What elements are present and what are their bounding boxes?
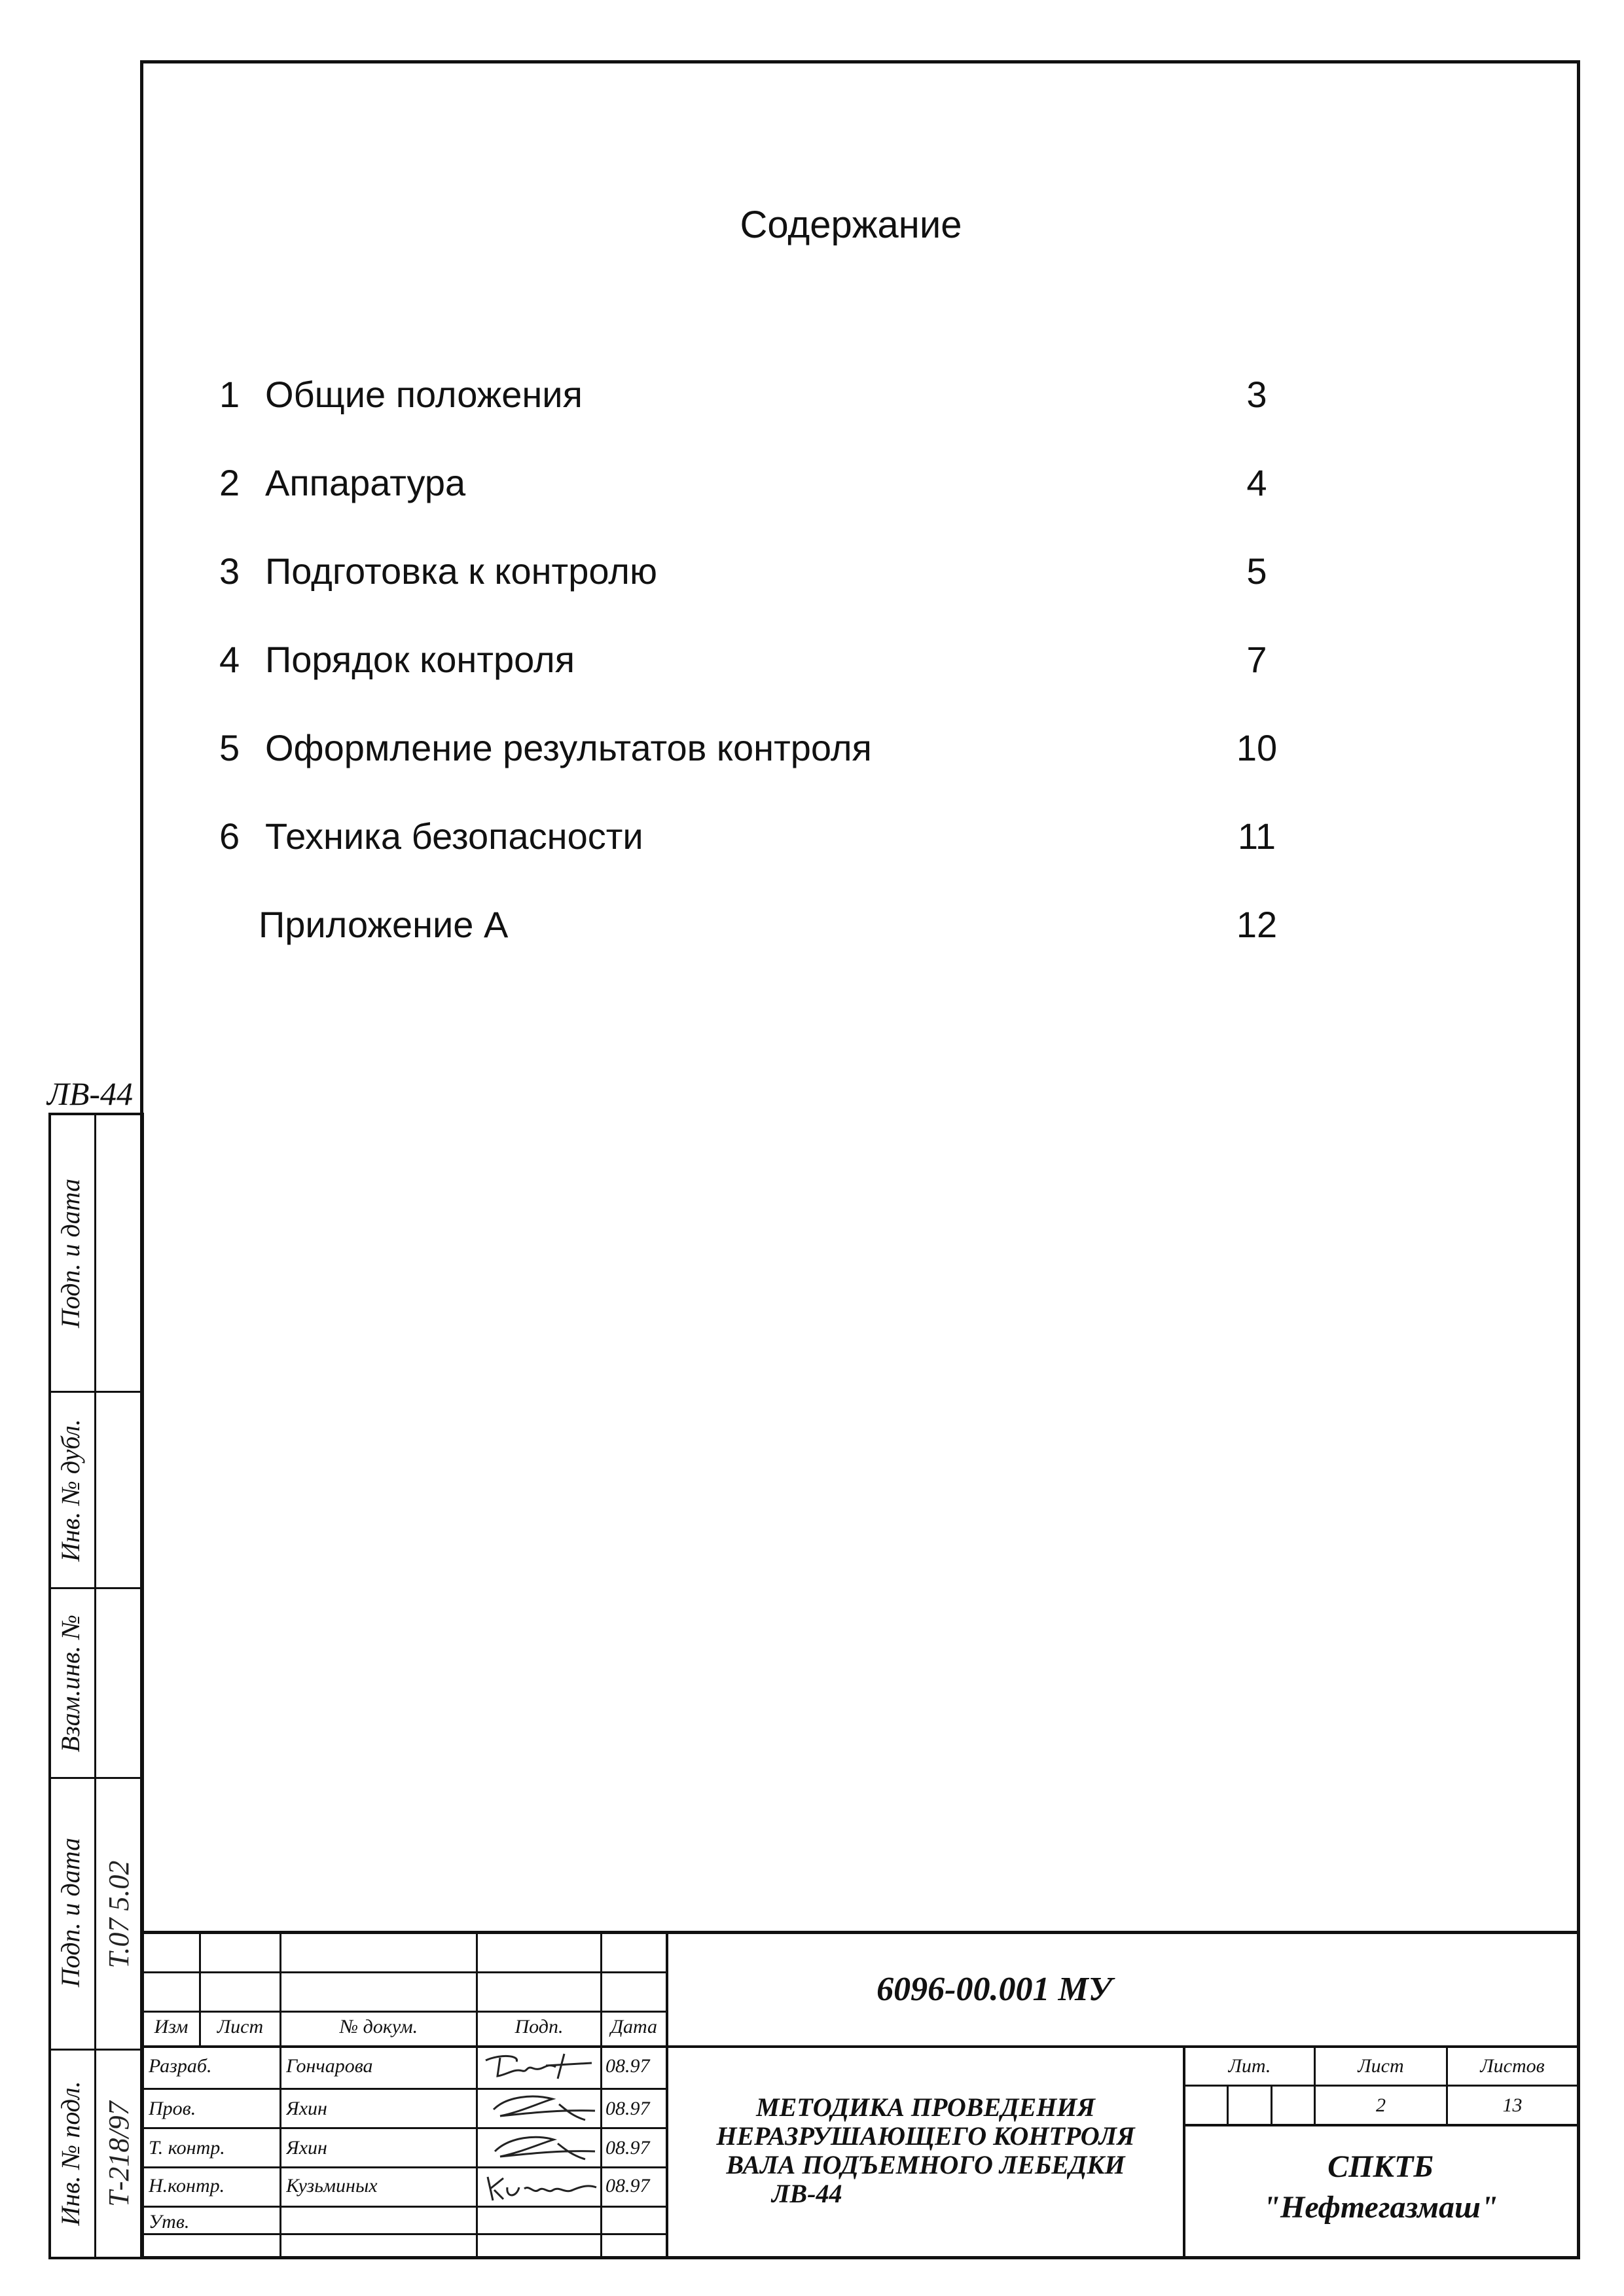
toc-item-page: 4: [1246, 462, 1267, 503]
signature-prov: [480, 2090, 598, 2126]
header-doc-no: № докум.: [339, 2016, 418, 2037]
toc-item-text: Общие положения: [265, 374, 583, 415]
role-date: 08.97: [605, 2098, 650, 2119]
sheet-label: Лист: [1358, 2055, 1404, 2077]
toc-item: [219, 815, 1299, 867]
role-name: Гончарова: [286, 2055, 373, 2077]
role-label: Пров.: [149, 2098, 196, 2119]
stamp-label-vzam-inv: Взам.инв. №: [56, 1614, 85, 1753]
toc-item-number: 1: [219, 374, 240, 415]
toc-item-text: Приложение А: [259, 904, 509, 945]
role-label: Утв.: [149, 2211, 190, 2233]
toc-item-text: Оформление результатов контроля: [265, 727, 872, 768]
left-margin-stamp: [48, 1113, 143, 2259]
organization-line: СПКТБ: [1327, 2149, 1434, 2184]
toc-item-page: 5: [1246, 550, 1267, 592]
signature-n-kontr: [484, 2172, 598, 2210]
handwritten-inv-number: Т-218/97: [103, 2101, 135, 2207]
title-block: [143, 1931, 1577, 2256]
toc-item-text: Техника безопасности: [265, 816, 643, 857]
document-title-line: ВАЛА ПОДЪЕМНОГО ЛЕБЕДКИ: [726, 2150, 1125, 2179]
toc-item-number: 2: [219, 462, 240, 503]
toc-item-text: Аппаратура: [265, 462, 466, 503]
stamp-label-sign-date-2: Подп. и дата: [56, 1837, 85, 1988]
stamp-label-inv-podl: Инв. № подл.: [56, 2081, 85, 2226]
document-title: [667, 2093, 1184, 2208]
role-label: Разраб.: [149, 2055, 212, 2077]
role-label: Т. контр.: [149, 2137, 225, 2159]
toc-item-page: 7: [1246, 639, 1267, 680]
stamp-label-sign-date: Подп. и дата: [56, 1178, 85, 1329]
toc-item: [219, 373, 1299, 425]
role-date: 08.97: [605, 2175, 650, 2197]
header-sign: Подп.: [514, 2016, 564, 2037]
sheets-label: Листов: [1480, 2055, 1545, 2077]
toc-item-number: 6: [219, 816, 240, 857]
header-list: Лист: [217, 2016, 264, 2037]
signature-razrab: [480, 2049, 598, 2085]
role-name: Кузьминых: [286, 2175, 378, 2197]
stamp-label-inv-dubl: Инв. № дубл.: [56, 1419, 85, 1562]
contents-title: Содержание: [740, 204, 962, 246]
toc-item-number: 3: [219, 550, 240, 592]
toc-item-page: 3: [1246, 374, 1267, 415]
handwritten-sign-date: Т.07 5.02: [103, 1860, 135, 1969]
sheet-number: 2: [1376, 2094, 1386, 2116]
sheets-count: 13: [1502, 2094, 1523, 2116]
toc-item-number: 4: [219, 639, 240, 680]
toc-item: [219, 461, 1299, 514]
margin-mark: ЛВ-44: [47, 1075, 134, 1112]
role-name: Яхин: [286, 2137, 327, 2159]
role-date: 08.97: [605, 2137, 650, 2159]
toc-item-page: 11: [1237, 816, 1276, 857]
toc-item-appendix: [219, 903, 1299, 956]
document-title-line: ЛВ-44: [772, 2179, 842, 2208]
role-date: 08.97: [605, 2055, 650, 2077]
organization-line: "Нефтегазмаш": [1263, 2190, 1498, 2225]
lit-label: Лит.: [1228, 2055, 1271, 2077]
toc-item-page: 12: [1236, 904, 1278, 945]
organization-name: [1184, 2147, 1577, 2228]
document-code: 6096-00.001 МУ: [876, 1971, 1112, 2008]
toc-item-text: Подготовка к контролю: [265, 550, 657, 592]
header-date: Дата: [610, 2016, 658, 2037]
toc-item: [219, 726, 1299, 779]
document-title-line: МЕТОДИКА ПРОВЕДЕНИЯ: [756, 2092, 1095, 2122]
toc-item-page: 10: [1236, 727, 1278, 768]
role-name: Яхин: [286, 2098, 327, 2119]
toc-item: [219, 550, 1299, 602]
toc-item-number: 5: [219, 727, 240, 768]
role-label: Н.контр.: [149, 2175, 225, 2197]
signature-t-kontr: [480, 2129, 598, 2166]
header-izm: Изм: [154, 2016, 189, 2037]
toc-item-text: Порядок контроля: [265, 639, 575, 680]
document-title-line: НЕРАЗРУШАЮЩЕГО КОНТРОЛЯ: [716, 2121, 1135, 2151]
toc-item: [219, 638, 1299, 691]
